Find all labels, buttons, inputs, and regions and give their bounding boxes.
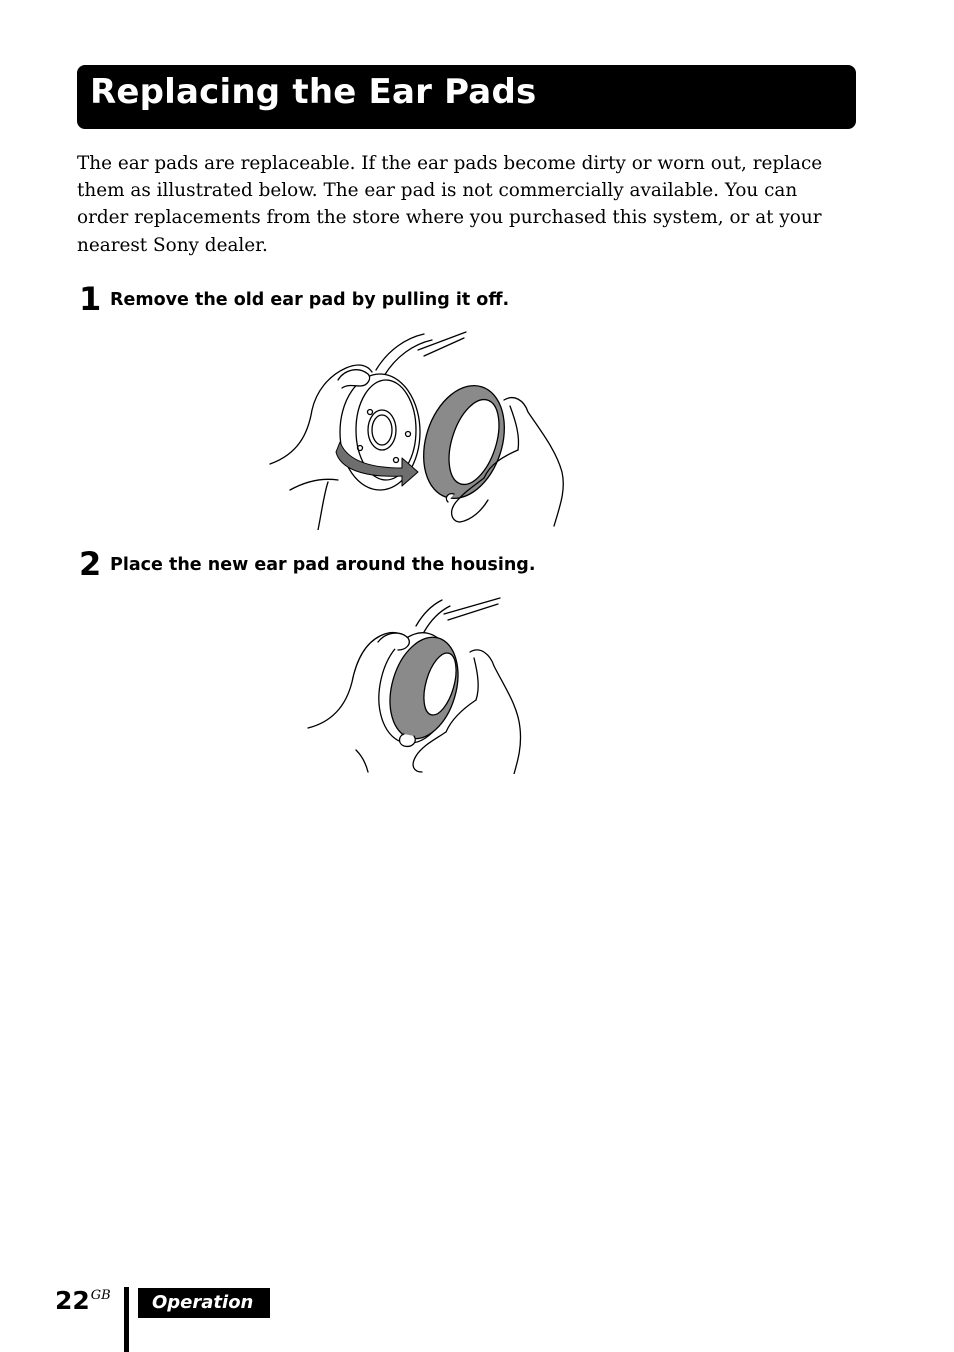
page-title: Replacing the Ear Pads: [90, 72, 537, 112]
step-1-number: 1: [79, 280, 102, 318]
step-1-text: Remove the old ear pad by pulling it off.: [110, 290, 510, 310]
section-label: Operation: [152, 1292, 254, 1313]
intro-paragraph: The ear pads are replaceable. If the ear pads become dirty or worn out, replace them as illustrated below. The ear pad is not commercially available. You can order replacements from the store where you purchased this system, or at your nearest Sony dealer.: [77, 153, 823, 256]
remove-ear-pad-illustration: [268, 330, 568, 530]
place-ear-pad-illustration: [306, 596, 526, 774]
title-bar: [77, 65, 856, 129]
footer-divider: [124, 1287, 129, 1352]
page-number-value: 22: [55, 1286, 90, 1315]
page-number-suffix: GB: [90, 1288, 111, 1303]
page-number: [55, 1286, 111, 1315]
step-2-text: Place the new ear pad around the housing.: [110, 555, 536, 575]
step-2-number: 2: [79, 545, 102, 583]
section-tab: [138, 1288, 270, 1318]
